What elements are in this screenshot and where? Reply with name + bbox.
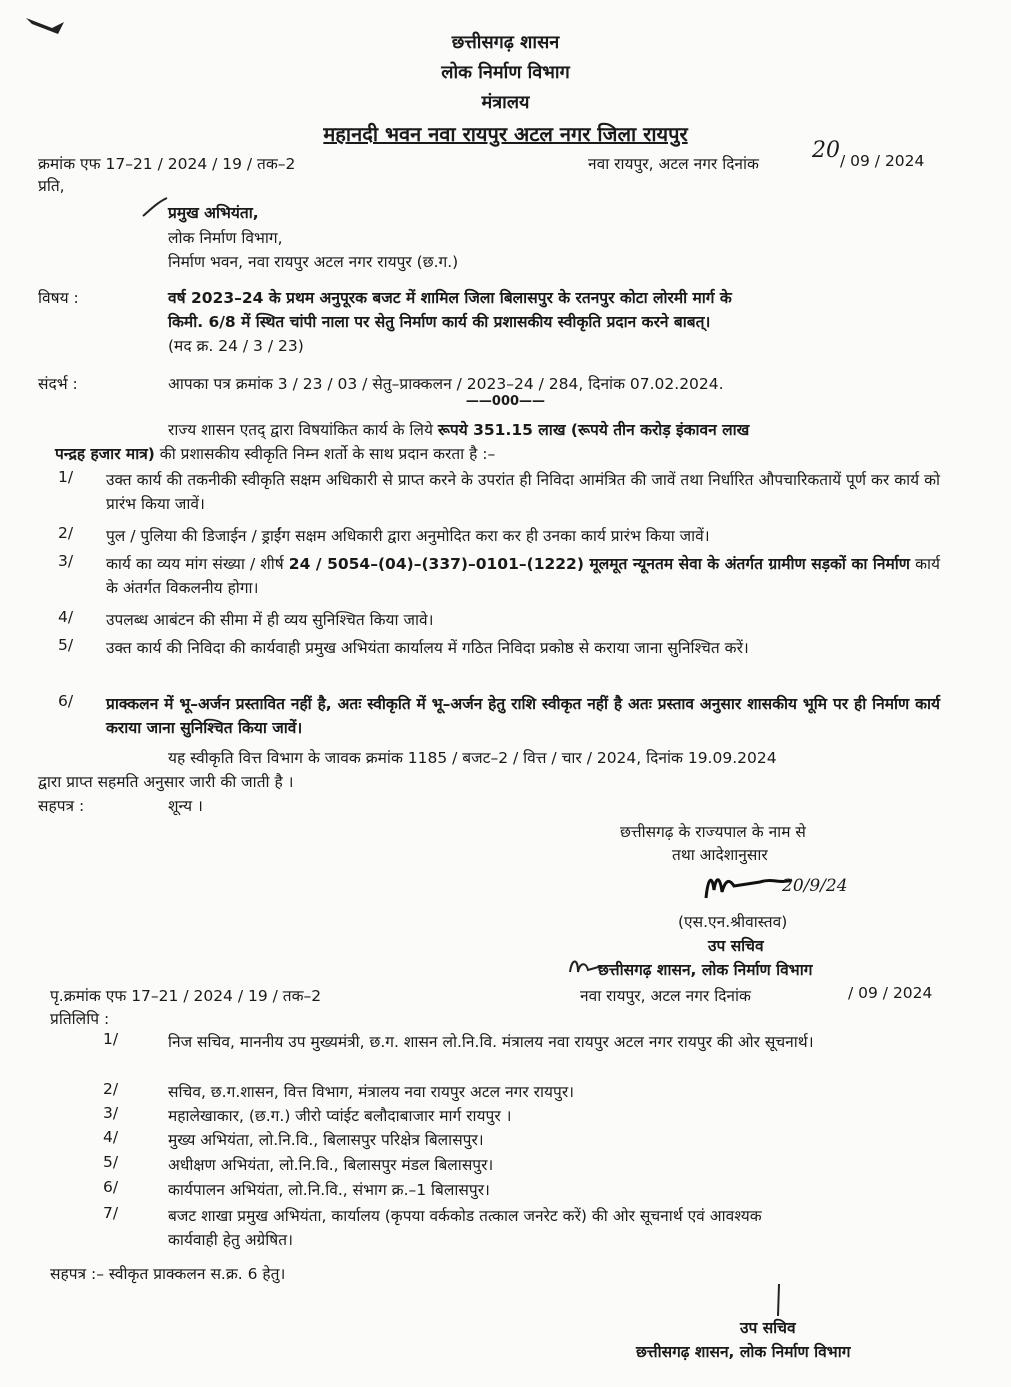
intro-text-cont: की प्रशासकीय स्वीकृति निम्न शर्तो के साथ प्रदान करता है :– [154,445,496,463]
copy-label: प्रतिलिपि : [50,1010,110,1028]
governor-line-1: छत्तीसगढ़ के राज्यपाल के नाम से [620,823,806,841]
endorsement-reference: पृ.क्रमांक एफ 17–21 / 2024 / 19 / तक–2 [50,987,322,1005]
header-address: महानदी भवन नवा रायपुर अटल नगर जिला रायपुर [323,122,688,146]
concurrence-line-1: यह स्वीकृति वित्त विभाग के जावक क्रमांक 1185 / बजट–2 / वित्त / चार / 2024, दिनांक 19.09.2024 [168,749,777,767]
enclosure-label: सहपत्र : [38,797,85,815]
endorsement-department: छत्तीसगढ़ शासन, लोक निर्माण विभाग [636,1343,851,1361]
signature-date: 20/9/24 [782,876,848,896]
condition-text: पुल / पुलिया की डिजाईन / ड्राईंग सक्षम अधिकारी द्वारा अनुमोदित करा कर ही उनका कार्य प्रारंभ किया जावें। [106,527,710,545]
condition-number: 6/ [58,692,74,710]
reference-label: संदर्भ : [38,375,78,393]
sanction-amount: रूपये 351.15 लाख (रूपये तीन करोड़ इंकावन लाख [437,421,750,439]
condition-number: 4/ [58,608,74,626]
subject-item-code: (मद क्र. 24 / 3 / 23) [168,337,304,355]
copy-number: 6/ [103,1178,119,1196]
signatory-department: छत्तीसगढ़ शासन, लोक निर्माण विभाग [598,961,813,979]
condition-text [106,552,940,600]
header-department: लोक निर्माण विभाग [441,62,570,83]
endorsement-designation: उप सचिव [740,1319,796,1337]
tick-mark-icon [140,196,170,222]
budget-head-intro: कार्य का व्यय मांग संख्या / शीर्ष [106,555,289,573]
intro-line-1 [168,418,749,440]
governor-line-2: तथा आदेशानुसार [672,846,768,864]
date-month-year: / 09 / 2024 [840,152,925,170]
intro-line-2 [55,442,495,464]
copy-recipient: महालेखाकार, (छ.ग.) जीरो प्वांईट बलौदाबाजार मार्ग रायपुर । [168,1107,512,1125]
condition-text: प्राक्कलन में भू–अर्जन प्रस्तावित नहीं है, अतः स्वीकृति में भू–अर्जन हेतु राशि स्वीकृत नहीं है अतः प्रस्ताव अनुसार शासकीय भूमि पर ही निर्माण कार्य कराया जाना सुनिश्चित किया जावें। [106,695,940,737]
copy-number: 7/ [103,1204,119,1222]
handwritten-date: 20 [812,138,840,163]
signature-stroke [774,1282,784,1318]
copy-recipient: कार्यपालन अभियंता, लो.नि.वि., संभाग क्र.–1 बिलासपुर। [168,1181,490,1199]
condition-number: 5/ [58,636,74,654]
addressee-title: प्रमुख अभियंता, [168,204,259,222]
copy-recipient: सचिव, छ.ग.शासन, वित्त विभाग, मंत्रालय नवा रायपुर अटल नगर रायपुर। [168,1083,575,1101]
subject-line-2: किमी. 6/8 में स्थित चांपी नाला पर सेतु निर्माण कार्य की प्रशासकीय स्वीकृति प्रदान करने बाबत्। [168,313,711,331]
copy-number: 2/ [103,1080,119,1098]
sanction-amount-cont: पन्द्रह हजार मात्र) [55,445,155,463]
signatory-name: (एस.एन.श्रीवास्तव) [678,913,788,931]
budget-head: 24 / 5054–(04)–(337)–0101–(1222) मूलमूत न्यूनतम सेवा के अंतर्गत ग्रामीण सड़कों का निर्माण [288,555,911,573]
addressee-address: निर्माण भवन, नवा रायपुर अटल नगर रायपुर (छ.ग.) [168,253,459,271]
condition-text: उक्त कार्य की निविदा की कार्यवाही प्रमुख अभियंता कार्यालय में गठित निविदा प्रकोष्ठ से कराया जाना सुनिश्चित करें। [106,639,749,657]
copy-recipient: मुख्य अभियंता, लो.नि.वि., बिलासपुर परिक्षेत्र बिलासपुर। [168,1131,484,1149]
copy-recipient: अधीक्षण अभियंता, लो.नि.वि., बिलासपुर मंडल बिलासपुर। [168,1156,494,1174]
separator: ——000—— [465,394,546,409]
budget-head-outro: कार्य के अंतर्गत विकलनीय होगा। [106,555,940,597]
header-government: छत्तीसगढ़ शासन [451,32,560,53]
place-date-label: नवा रायपुर, अटल नगर दिनांक [588,155,759,173]
enclosure-value: शून्य । [168,797,203,815]
endorsement-enclosure: सहपत्र :– स्वीकृत प्राक्कलन स.क्र. 6 हेतु। [50,1265,286,1283]
header-ministry: मंत्रालय [481,92,530,113]
concurrence-line-2: द्वारा प्राप्त सहमति अनुसार जारी की जाती है । [38,773,294,791]
signatory-designation: उप सचिव [708,937,764,955]
to-label: प्रति, [38,177,65,195]
condition-text: उपलब्ध आबंटन की सीमा में ही व्यय सुनिश्चित किया जावे। [106,611,434,629]
reference-text: आपका पत्र क्रमांक 3 / 23 / 03 / सेतु–प्राक्कलन / 2023–24 / 284, दिनांक 07.02.2024. [168,375,724,393]
endorsement-place-date: नवा रायपुर, अटल नगर दिनांक [580,987,751,1005]
subject-line-1: वर्ष 2023–24 के प्रथम अनुपूरक बजट में शामिल जिला बिलासपुर के रतनपुर कोटा लोरमी मार्ग के [168,289,732,307]
copy-number: 1/ [103,1030,119,1048]
copy-number: 3/ [103,1104,119,1122]
condition-number: 2/ [58,524,74,542]
condition-text: उक्त कार्य की तकनीकी स्वीकृति सक्षम अधिकारी से प्राप्त करने के उपरांत ही निविदा आमंत्रित की जावें तथा निर्धारित औपचारिकतायें पूर्ण कर कार्य को प्रारंभ किया जावें। [106,471,940,513]
intro-text: राज्य शासन एतद् द्वारा विषयांकित कार्य के लिये [168,421,438,439]
addressee-department: लोक निर्माण विभाग, [168,229,283,247]
subject-label: विषय : [38,289,79,307]
copy-recipient: बजट शाखा प्रमुख अभियंता, कार्यालय (कृपया वर्ककोड तत्काल जनरेट करें) की ओर सूचनार्थ एवं आवश्यक कार्यवाही हेतु अग्रेषित। [168,1207,762,1249]
copy-number: 5/ [103,1153,119,1171]
condition-number: 1/ [58,468,74,486]
endorsement-date: / 09 / 2024 [848,984,933,1002]
copy-number: 4/ [103,1128,119,1146]
reference-number: क्रमांक एफ 17–21 / 2024 / 19 / तक–2 [38,155,296,173]
condition-number: 3/ [58,552,74,570]
copy-recipient: निज सचिव, माननीय उप मुख्यमंत्री, छ.ग. शासन लो.नि.वि. मंत्रालय नवा रायपुर अटल नगर रायपुर की ओर सूचनार्थ। [168,1033,814,1051]
